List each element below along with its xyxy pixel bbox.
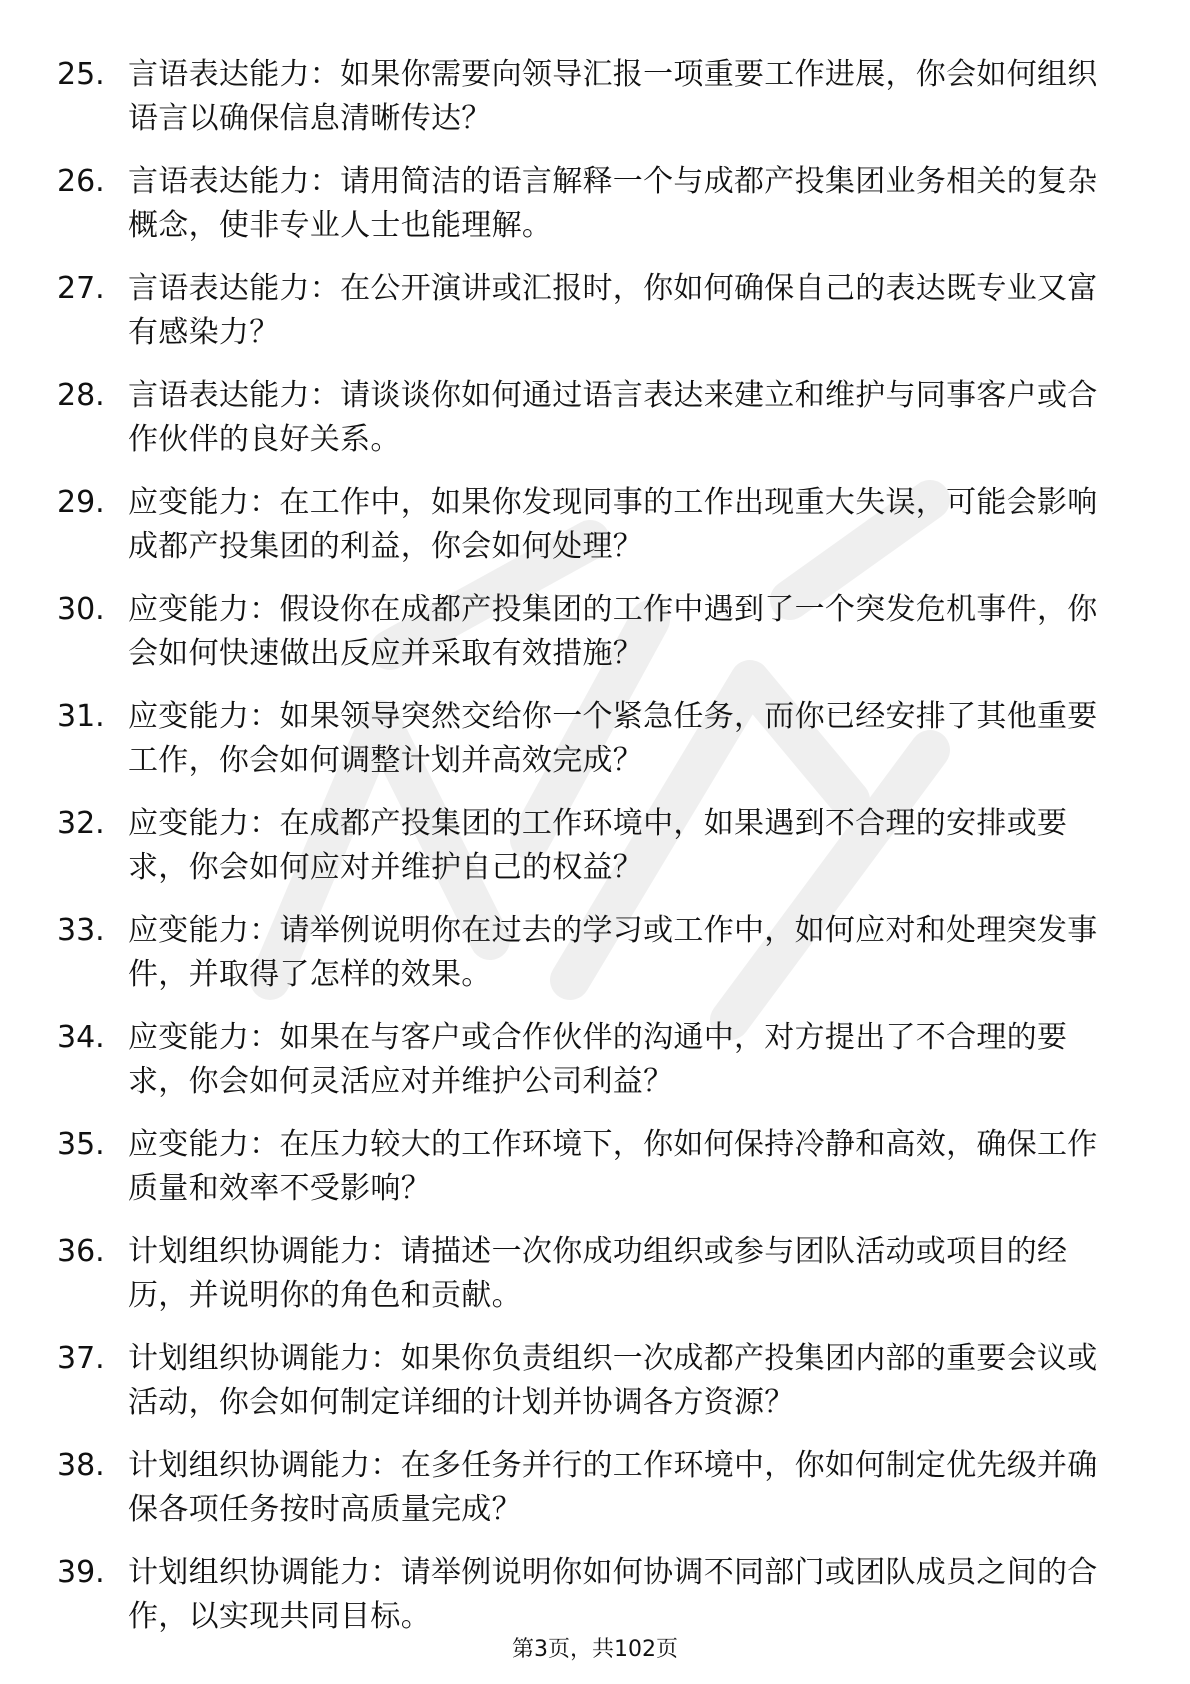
question-number: 31. [57, 699, 105, 734]
question-item [0, 481, 1190, 588]
question-number: 29. [57, 485, 105, 520]
question-number: 36. [57, 1234, 105, 1269]
question-text: 应变能力：请举例说明你在过去的学习或工作中，如何应对和处理突发事件，并取得了怎样的效果。 [128, 913, 1098, 992]
question-text: 计划组织协调能力：如果你负责组织一次成都产投集团内部的重要会议或活动，你会如何制定详细的计划并协调各方资源？ [128, 1341, 1098, 1420]
question-number: 30. [57, 592, 105, 627]
question-item [0, 267, 1190, 374]
question-number: 25. [57, 57, 105, 92]
question-item [0, 160, 1190, 267]
question-number: 34. [57, 1020, 105, 1055]
question-text: 应变能力：在成都产投集团的工作环境中，如果遇到不合理的安排或要求，你会如何应对并维护自己的权益？ [128, 806, 1068, 885]
question-text: 计划组织协调能力：请举例说明你如何协调不同部门或团队成员之间的合作，以实现共同目标。 [128, 1555, 1098, 1634]
question-item [0, 1123, 1190, 1230]
question-number: 33. [57, 913, 105, 948]
question-text: 应变能力：如果在与客户或合作伙伴的沟通中，对方提出了不合理的要求，你会如何灵活应对并维护公司利益？ [128, 1020, 1068, 1099]
question-number: 35. [57, 1127, 105, 1162]
question-text: 计划组织协调能力：在多任务并行的工作环境中，你如何制定优先级并确保各项任务按时高质量完成？ [128, 1448, 1098, 1527]
question-number: 37. [57, 1341, 105, 1376]
question-item [0, 588, 1190, 695]
question-number: 38. [57, 1448, 105, 1483]
question-number: 39. [57, 1555, 105, 1590]
question-text: 言语表达能力：如果你需要向领导汇报一项重要工作进展，你会如何组织语言以确保信息清晰传达？ [128, 57, 1098, 136]
question-item [0, 374, 1190, 481]
question-number: 27. [57, 271, 105, 306]
question-number: 26. [57, 164, 105, 199]
question-text: 言语表达能力：请用简洁的语言解释一个与成都产投集团业务相关的复杂概念，使非专业人士也能理解。 [128, 164, 1098, 243]
question-item [0, 1016, 1190, 1123]
question-text: 言语表达能力：请谈谈你如何通过语言表达来建立和维护与同事客户或合作伙伴的良好关系。 [128, 378, 1098, 457]
question-item [0, 695, 1190, 802]
question-text: 应变能力：在工作中，如果你发现同事的工作出现重大失误，可能会影响成都产投集团的利益，你会如何处理？ [128, 485, 1098, 564]
question-list [0, 53, 1190, 1658]
question-text: 应变能力：假设你在成都产投集团的工作中遇到了一个突发危机事件，你会如何快速做出反应并采取有效措施？ [128, 592, 1098, 671]
question-text: 言语表达能力：在公开演讲或汇报时，你如何确保自己的表达既专业又富有感染力？ [128, 271, 1098, 350]
question-text: 应变能力：在压力较大的工作环境下，你如何保持冷静和高效，确保工作质量和效率不受影响？ [128, 1127, 1098, 1206]
question-number: 32. [57, 806, 105, 841]
page-number-footer: 第3页，共102页 [512, 1637, 678, 1662]
question-item [0, 802, 1190, 909]
question-item [0, 1337, 1190, 1444]
question-number: 28. [57, 378, 105, 413]
question-item [0, 1230, 1190, 1337]
question-item [0, 53, 1190, 160]
question-item [0, 1444, 1190, 1551]
question-item [0, 909, 1190, 1016]
question-text: 应变能力：如果领导突然交给你一个紧急任务，而你已经安排了其他重要工作，你会如何调整计划并高效完成？ [128, 699, 1098, 778]
question-text: 计划组织协调能力：请描述一次你成功组织或参与团队活动或项目的经历，并说明你的角色和贡献。 [128, 1234, 1068, 1313]
